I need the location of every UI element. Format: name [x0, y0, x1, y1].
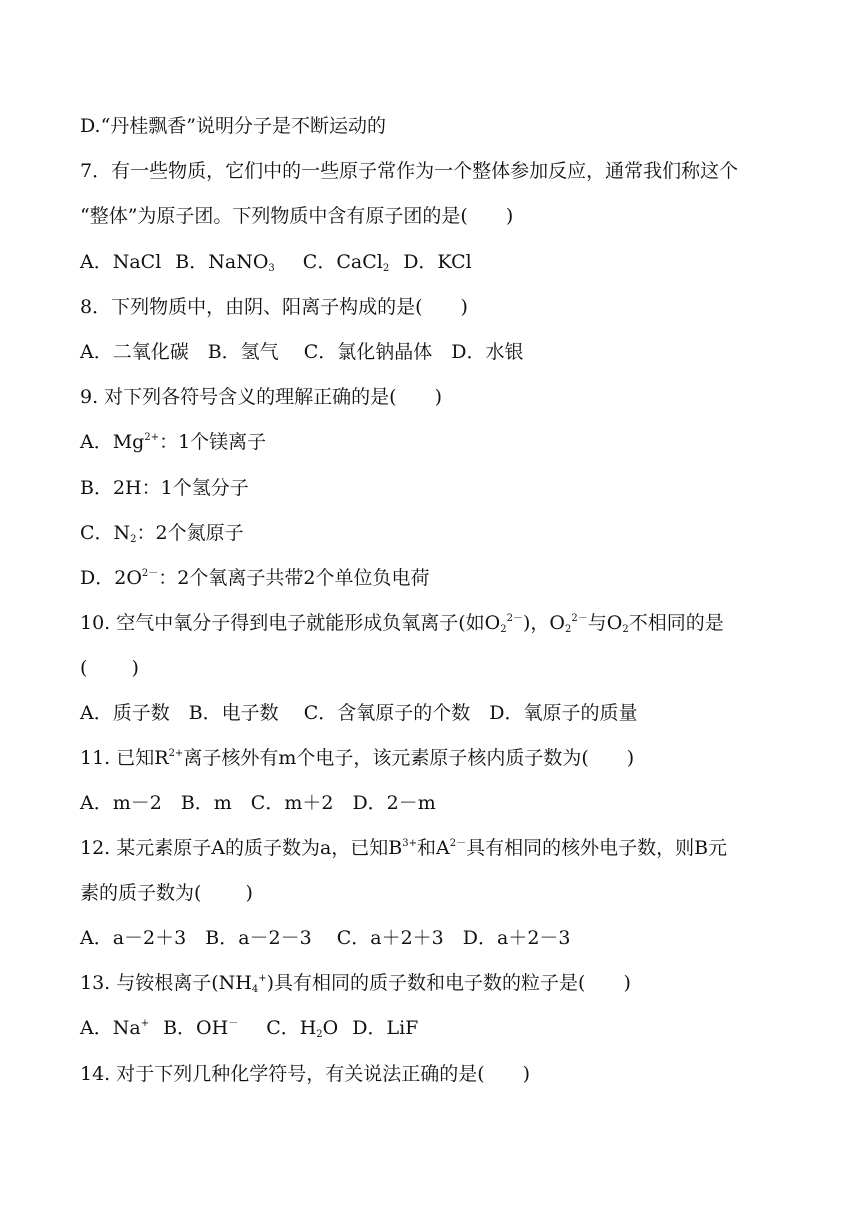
question-11-options: A．m－2 B．m C．m＋2 D．2－m: [80, 792, 436, 814]
question-10-line-1: 10. 空气中氧分子得到电子就能形成负氧离子(如$O_2^{2-}$)，$O_2^{2-}$与$O_2$不相同的是: [80, 612, 724, 635]
question-9-option-c: C．$N_2$：2个氮原子: [80, 522, 244, 545]
question-11: 11. 已知$R^{2+}$离子核外有m个电子，该元素原子核内质子数为( ): [80, 747, 635, 769]
question-7-line-1: 7．有一些物质，它们中的一些原子常作为一个整体参加反应，通常我们称这个: [80, 160, 739, 182]
q13-option-a: A．Na+: [80, 1017, 150, 1039]
question-8: 8．下列物质中，由阴、阳离子构成的是( ): [80, 296, 468, 318]
question-9-option-d: D．$2O^{2-}$：2个氧离子共带2个单位负电荷: [80, 567, 430, 589]
question-12-options: A．a－2＋3 B．a－2－3 C．a＋2＋3 D．a＋2－3: [80, 927, 571, 949]
q7-option-a: A．NaCl: [80, 251, 162, 273]
question-9-option-a: A．$Mg^{2+}$：1个镁离子: [80, 431, 267, 453]
question-10-line-2: ( ): [80, 657, 139, 679]
q13-option-b: B．OH－: [163, 1017, 239, 1039]
q13-option-c: C．$H_2O$: [266, 1017, 339, 1040]
question-13-options: [80, 1015, 790, 1041]
question-8-options: A．二氧化碳 B．氢气 C．氯化钠晶体 D．水银: [80, 341, 524, 363]
question-7-options: [80, 249, 790, 275]
question-9: 9. 对下列各符号含义的理解正确的是( ): [80, 386, 442, 408]
question-12-line-2: 素的质子数为( ): [80, 882, 253, 904]
question-9-option-b: B．2H：1个氢分子: [80, 477, 249, 499]
q7-option-d: D．KCl: [403, 251, 472, 273]
question-10-options: A．质子数 B．电子数 C．含氧原子的个数 D．氧原子的质量: [80, 702, 638, 724]
question-14: 14. 对于下列几种化学符号，有关说法正确的是( ): [80, 1063, 531, 1085]
q7-option-b: B．NaNO$_3$: [175, 251, 275, 274]
q13-option-d: D．LiF: [352, 1017, 419, 1039]
question-12-line-1: 12. 某元素原子A的质子数为a，已知$B^{3+}$和$A^{2-}$具有相同的核外电子数，则B元: [80, 837, 728, 859]
option-d-q6: D.“丹桂飘香”说明分子是不断运动的: [80, 115, 387, 137]
question-13: 13. 与铵根离子$(NH_4^+)$具有相同的质子数和电子数的粒子是( ): [80, 972, 631, 995]
question-7-line-2: “整体”为原子团。下列物质中含有原子团的是( ): [80, 205, 514, 227]
q7-option-c: C．CaCl$_2$: [302, 251, 390, 274]
